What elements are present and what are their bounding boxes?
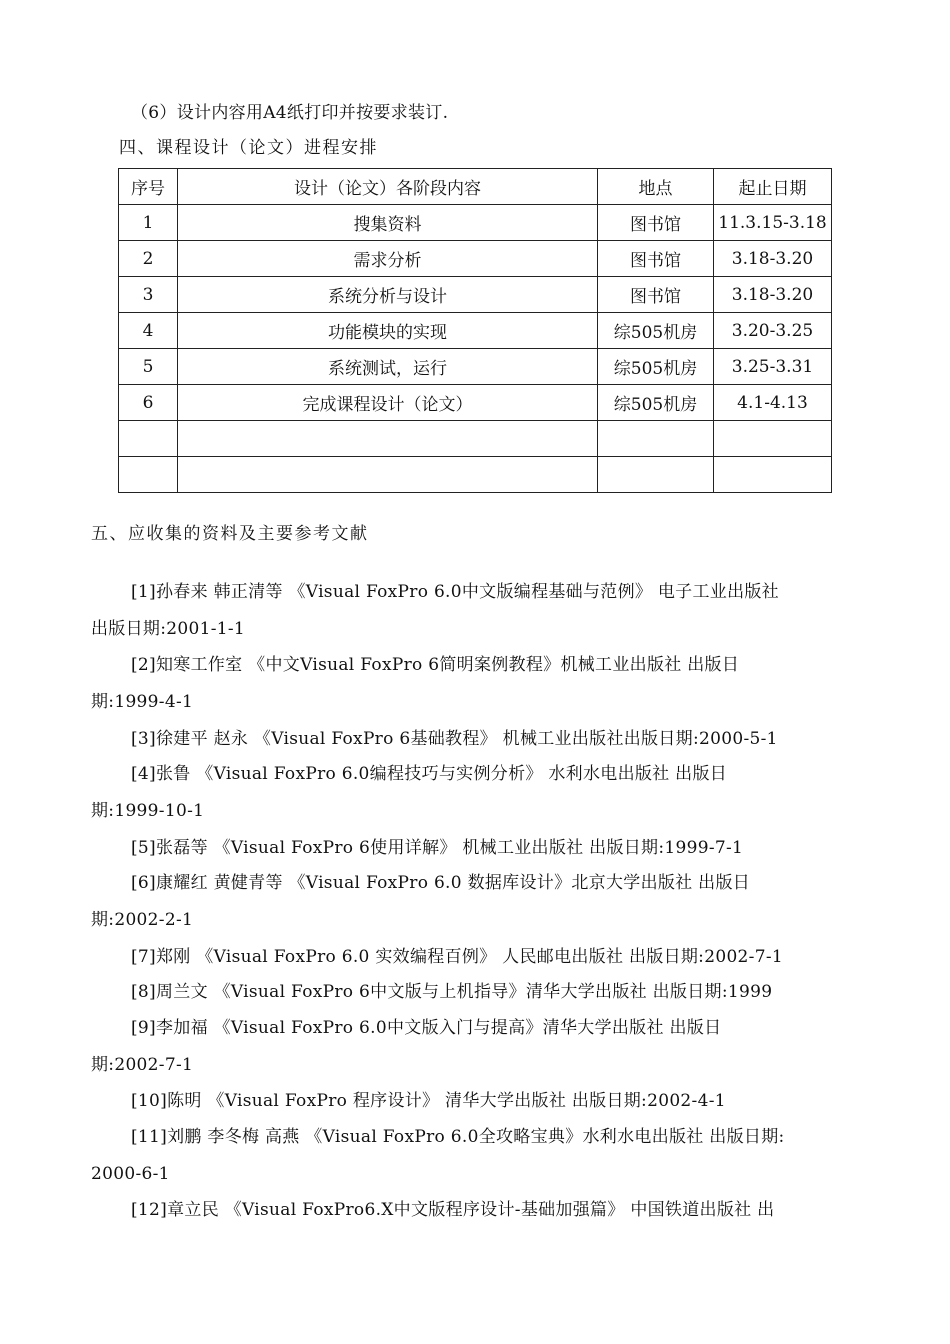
header-cell-index: 序号 [119, 169, 178, 205]
table-row [119, 205, 832, 241]
table-row [119, 277, 832, 313]
table-row [119, 313, 832, 349]
cell-location [598, 421, 714, 457]
reference-2: [2]知寒工作室 《中文Visual FoxPro 6简明案例教程》机械工业出版社 出版日 [131, 655, 740, 675]
cell-content [178, 421, 598, 457]
schedule-table [118, 168, 832, 493]
table-row [119, 349, 832, 385]
cell-location [598, 457, 714, 493]
cell-location: 综505机房 [598, 349, 714, 385]
cell-content: 搜集资料 [178, 205, 598, 241]
reference-10: [10]陈明 《Visual FoxPro 程序设计》 清华大学出版社 出版日期:2002-4-1 [131, 1091, 726, 1111]
table-row [119, 385, 832, 421]
reference-4-continuation: 期:1999-10-1 [91, 801, 205, 821]
section-4-title: 四、课程设计（论文）进程安排 [119, 138, 378, 158]
reference-9: [9]李加福 《Visual FoxPro 6.0中文版入门与提高》清华大学出版社 出版日 [131, 1018, 722, 1038]
cell-location: 综505机房 [598, 313, 714, 349]
requirement-item-6: （6）设计内容用A4纸打印并按要求装订. [131, 103, 449, 123]
reference-1-continuation: 出版日期:2001-1-1 [91, 619, 246, 639]
reference-12: [12]章立民 《Visual FoxPro6.X中文版程序设计-基础加强篇》 中国铁道出版社 出 [131, 1200, 775, 1220]
header-cell-location: 地点 [598, 169, 714, 205]
cell-index: 4 [119, 313, 178, 349]
table-row-empty [119, 457, 832, 493]
cell-dates [714, 421, 832, 457]
table-row-empty [119, 421, 832, 457]
cell-content [178, 457, 598, 493]
cell-index: 3 [119, 277, 178, 313]
cell-location: 图书馆 [598, 205, 714, 241]
reference-6-continuation: 期:2002-2-1 [91, 910, 194, 930]
cell-location: 综505机房 [598, 385, 714, 421]
cell-index: 6 [119, 385, 178, 421]
table-header-row [119, 169, 832, 205]
reference-7: [7]郑刚 《Visual FoxPro 6.0 实效编程百例》 人民邮电出版社 出版日期:2002-7-1 [131, 947, 783, 967]
cell-content: 需求分析 [178, 241, 598, 277]
cell-index: 2 [119, 241, 178, 277]
cell-content: 系统分析与设计 [178, 277, 598, 313]
reference-9-continuation: 期:2002-7-1 [91, 1055, 194, 1075]
cell-dates: 3.18-3.20 [714, 241, 832, 277]
table-row [119, 241, 832, 277]
cell-index [119, 457, 178, 493]
cell-dates: 3.25-3.31 [714, 349, 832, 385]
cell-dates [714, 457, 832, 493]
reference-8: [8]周兰文 《Visual FoxPro 6中文版与上机指导》清华大学出版社 出版日期:1999 [131, 982, 773, 1002]
cell-dates: 11.3.15-3.18 [714, 205, 832, 241]
reference-6: [6]康耀红 黄健青等 《Visual FoxPro 6.0 数据库设计》北京大学出版社 出版日 [131, 873, 751, 893]
reference-2-continuation: 期:1999-4-1 [91, 692, 194, 712]
reference-1: [1]孙春来 韩正清等 《Visual FoxPro 6.0中文版编程基础与范例》 电子工业出版社 [131, 582, 779, 602]
reference-5: [5]张磊等 《Visual FoxPro 6使用详解》 机械工业出版社 出版日期:1999-7-1 [131, 838, 744, 858]
cell-content: 完成课程设计（论文） [178, 385, 598, 421]
cell-content: 系统测试，运行 [178, 349, 598, 385]
cell-index: 5 [119, 349, 178, 385]
reference-3: [3]徐建平 赵永 《Visual FoxPro 6基础教程》 机械工业出版社出版日期:2000-5-1 [131, 729, 778, 749]
section-5-title: 五、应收集的资料及主要参考文献 [91, 524, 369, 544]
cell-index [119, 421, 178, 457]
reference-11: [11]刘鹏 李冬梅 高燕 《Visual FoxPro 6.0全攻略宝典》水利水电出版社 出版日期: [131, 1127, 785, 1147]
reference-4: [4]张鲁 《Visual FoxPro 6.0编程技巧与实例分析》 水利水电出版社 出版日 [131, 764, 728, 784]
header-cell-content: 设计（论文）各阶段内容 [178, 169, 598, 205]
header-cell-dates: 起止日期 [714, 169, 832, 205]
cell-index: 1 [119, 205, 178, 241]
cell-location: 图书馆 [598, 277, 714, 313]
reference-11-continuation: 2000-6-1 [91, 1164, 170, 1184]
cell-dates: 4.1-4.13 [714, 385, 832, 421]
cell-dates: 3.18-3.20 [714, 277, 832, 313]
cell-dates: 3.20-3.25 [714, 313, 832, 349]
cell-content: 功能模块的实现 [178, 313, 598, 349]
cell-location: 图书馆 [598, 241, 714, 277]
